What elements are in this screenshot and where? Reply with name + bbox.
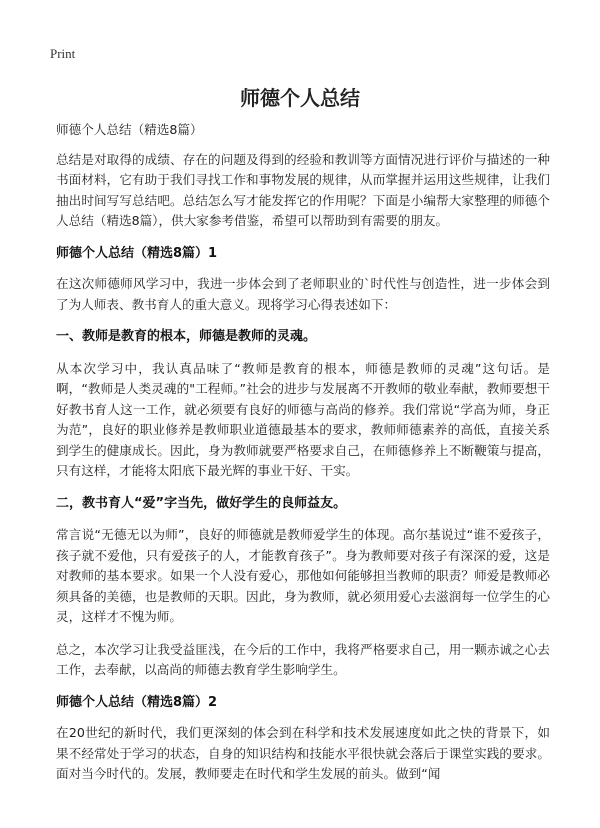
section1-paragraph-1: 在这次师德师风学习中，我进一步体会到了老师职业的`时代性与创造性，进一步体会到了为人师表、教书育人的重大意义。现将学习心得表述如下： <box>56 276 550 312</box>
section1-paragraph-4: 总之，本次学习让我受益匪浅，在今后的工作中，我将严格要求自己，用一颗赤诚之心去工作，去奉献，以高尚的师德去教育学生影响学生。 <box>56 641 550 677</box>
section2-paragraph-1: 在20世纪的新时代，我们更深刻的体会到在科学和技术发展速度如此之快的背景下，如果不经常处于学习的状态，自身的知识结构和技能水平很快就会落后于课堂实践的要求。面对当今时代的。发展，教师要走在时代和学生发展的前头。做到“闻 <box>56 725 550 781</box>
intro-paragraph: 总结是对取得的成绩、存在的问题及得到的经验和教训等方面情况进行评价与描述的一种书面材料，它有助于我们寻找工作和事物发展的规律，从而掌握并运用这些规律，让我们抽出时间写写总结吧。总结怎么写才能发挥它的作用呢？下面是小编帮大家整理的师德个人总结（精选8篇），供大家参考借鉴，希望可以帮助到有需要的朋友。 <box>56 151 550 228</box>
document-subtitle: 师德个人总结（精选8篇） <box>56 122 203 137</box>
print-label[interactable]: Print <box>50 46 76 61</box>
document-body <box>56 120 550 785</box>
page-title: 师德个人总结 <box>240 86 360 110</box>
section-heading-2: 师德个人总结（精选8篇）2 <box>56 694 218 710</box>
section1-paragraph-2: 从本次学习中，我认真品味了“教师是教育的根本，师德是教师的灵魂”这句话。是啊，“教师是人类灵魂的"工程师。”社会的进步与发展离不开教师的敬业奉献，教师要想干好教书育人这一工作，就必须要有良好的师德与高尚的修养。我们常说“学高为师，身正为范”，良好的职业修养是教师职业道德最基本的要求，教师师德素养的高低，直接关系到学生的健康成长。因此，身为教师就要严格要求自己，在师德修养上不断鞭策与提高，只有这样，才能将太阳底下最光辉的事业干好、干实。 <box>56 360 550 478</box>
section1-paragraph-3: 常言说“无德无以为师”，良好的师德就是教师爱学生的体现。高尔基说过“谁不爱孩子，孩子就不爱他，只有爱孩子的人，才能教育孩子”。身为教师要对孩子有深深的爱，这是对教师的基本要求。如果一个人没有爱心，那他如何能够担当教师的职责？师爱是教师必须具备的美德，也是教师的天职。因此，身为教师，就必须用爱心去滋润每一位学生的心灵，这样才不愧为师。 <box>56 527 550 624</box>
section1-subheading-2: 二，教书育人“爱”字当先，做好学生的良师益友。 <box>56 495 347 511</box>
section1-subheading-1: 一、教师是教育的根本，师德是教师的灵魂。 <box>56 329 317 344</box>
section-heading-1: 师德个人总结（精选8篇）1 <box>56 245 218 261</box>
